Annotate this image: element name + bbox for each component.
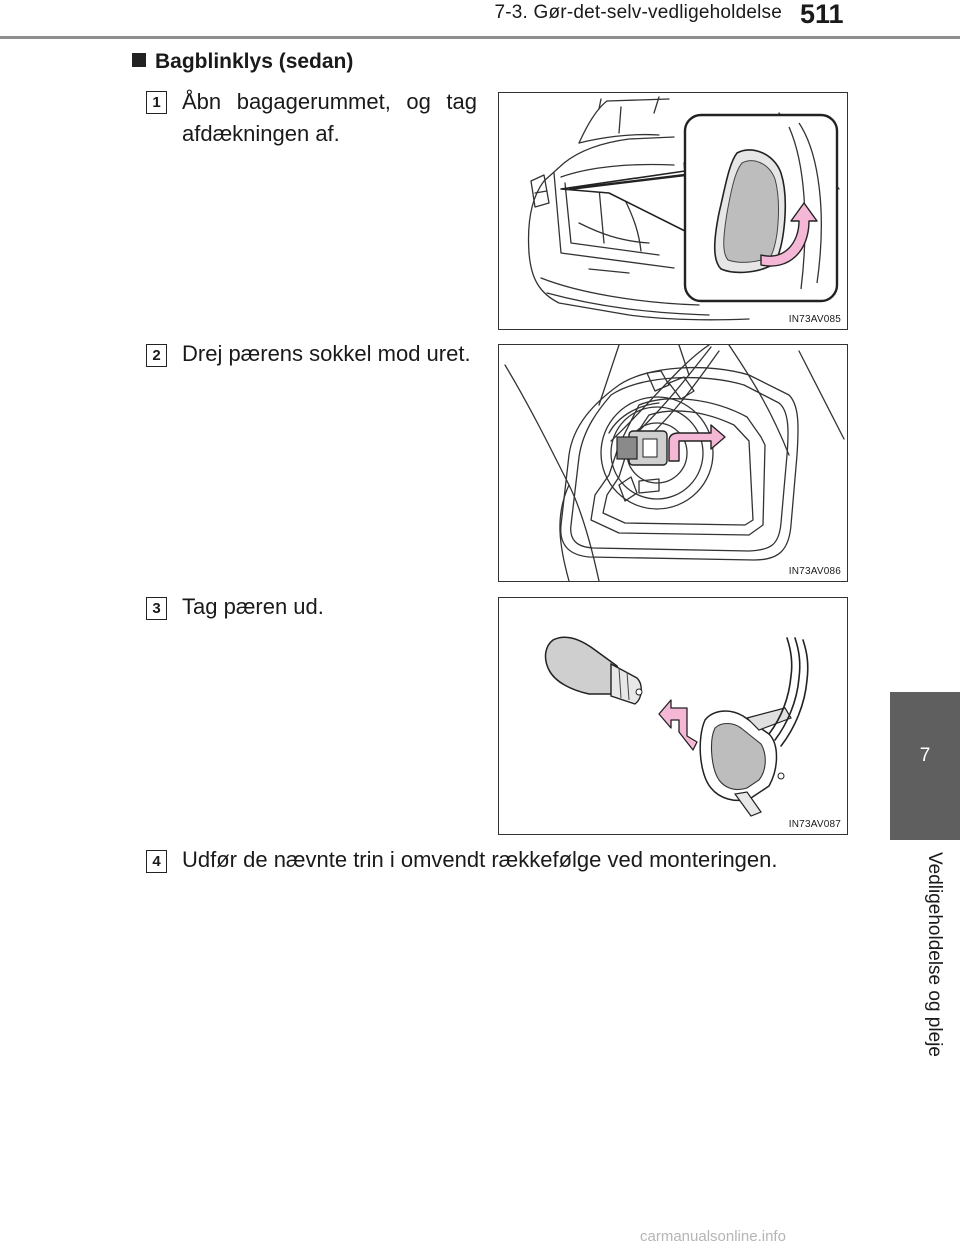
step-text: Drej pærens sokkel mod uret.: [182, 341, 471, 366]
bulb-socket-illustration: [499, 345, 847, 581]
figure-trunk-cover: [498, 92, 848, 330]
header-rule: [0, 36, 960, 39]
section-title-text: Bagblinklys (sedan): [155, 50, 354, 73]
square-bullet-icon: [132, 53, 146, 67]
chapter-number: 7: [919, 745, 931, 766]
figure-code: IN73AV086: [788, 566, 841, 577]
step-number-badge: 3: [146, 597, 167, 620]
step-number-badge: 2: [146, 344, 167, 367]
watermark: carmanualsonline.info: [640, 1228, 786, 1245]
figure-code: IN73AV085: [788, 314, 841, 325]
step-number-badge: 1: [146, 91, 167, 114]
section-title: [132, 50, 353, 74]
step-text: Udfør de nævnte trin i omvendt rækkefølge ved monteringen.: [182, 847, 778, 872]
bulb-removal-illustration: [499, 598, 847, 834]
page-number: 511: [800, 0, 844, 29]
step-text: Tag pæren ud.: [182, 594, 324, 619]
step-text: Åbn bagagerummet, og tag afdækningen af.: [182, 89, 477, 146]
chapter-label: [905, 852, 945, 1057]
car-trunk-illustration: [499, 93, 847, 329]
chapter-label-text: Vedligeholdelse og pleje: [924, 852, 945, 1057]
figure-code: IN73AV087: [788, 819, 841, 830]
running-header-section: 7-3. Gør-det-selv-vedligeholdelse: [494, 2, 782, 23]
figure-bulb-removal: [498, 597, 848, 835]
chapter-tab: [890, 692, 960, 840]
step-number-badge: 4: [146, 850, 167, 873]
figure-bulb-socket: [498, 344, 848, 582]
